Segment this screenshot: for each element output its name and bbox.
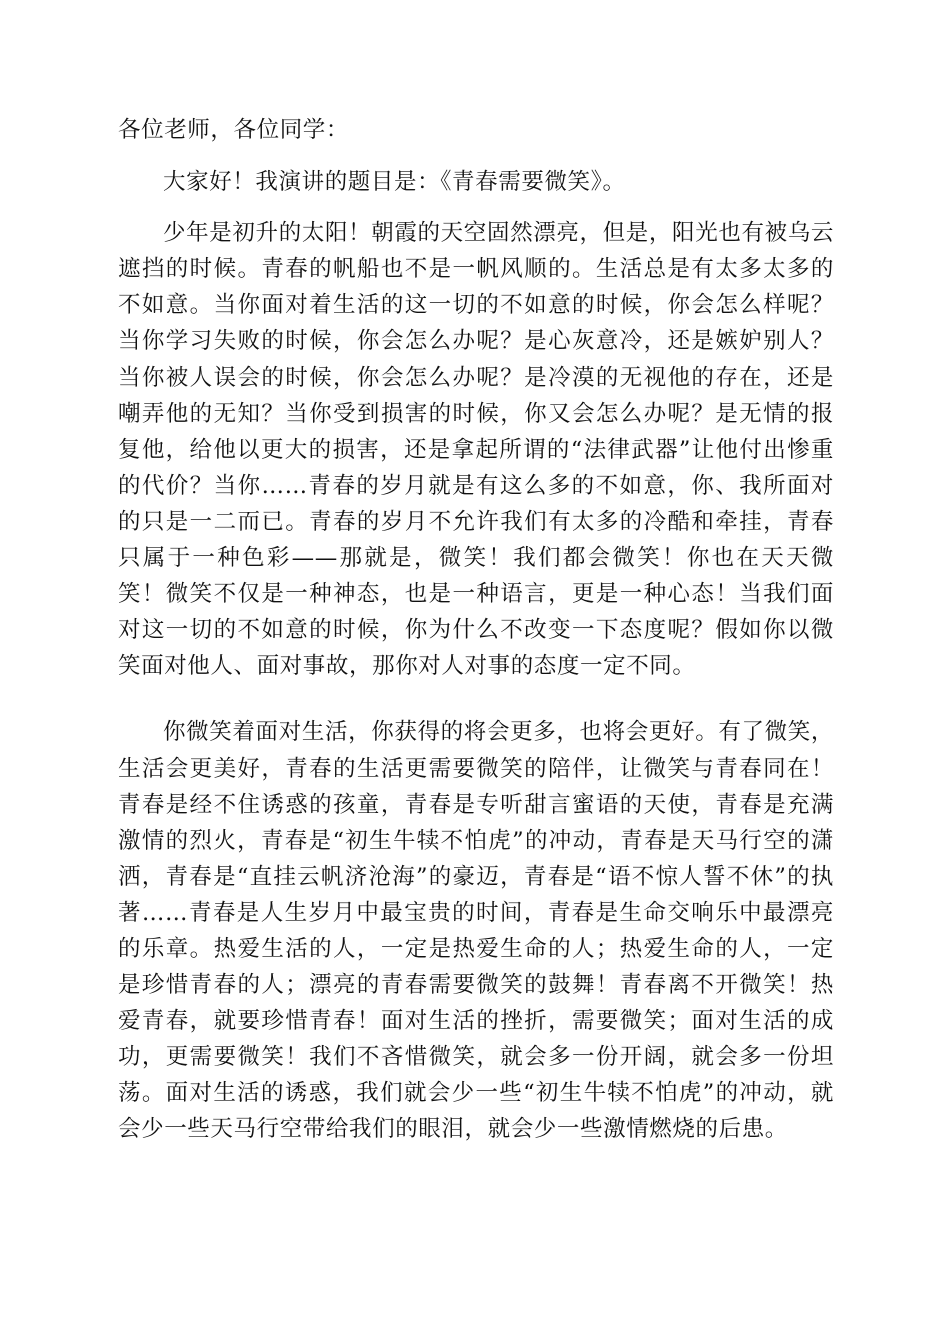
paragraph-intro: 大家好！我演讲的题目是：《青春需要微笑》。 bbox=[163, 169, 626, 196]
greeting-line: 各位老师，各位同学： bbox=[118, 117, 350, 143]
speech-text bbox=[118, 112, 834, 1174]
paragraph-body-1: 少年是初升的太阳！朝霞的天空固然漂亮，但是，阳光也有被乌云遮挡的时候。青春的帆船也不是一帆风顺的。生活总是有太多太多的不如意。当你面对着生活的这一切的不如意的时候，你会怎么样呢？当你学习失败的时候，你会怎么办呢？是心灰意冷，还是嫉妒别人？当你被人误会的时候，你会怎么办呢？是冷漠的无视他的存在，还是嘲弄他的无知？当你受到损害的时候，你又会怎么办呢？是无情的报复他，给他以更大的损害，还是拿起所谓的“法律武器”让他付出惨重的代价？当你……青春的岁月就是有这么多的不如意，你、我所面对的只是一二而已。青春的岁月不允许我们有太多的冷酷和牵挂，青春只属于一种色彩——那就是，微笑！我们都会微笑！你也在天天微笑！微笑不仅是一种神态，也是一种语言，更是一种心态！当我们面对这一切的不如意的时候，你为什么不改变一下态度呢？假如你以微笑面对他人、面对事故，那你对人对事的态度一定不同。 bbox=[118, 220, 834, 680]
paragraph-body-2: 你微笑着面对生活，你获得的将会更多，也将会更好。有了微笑，生活会更美好，青春的生活更需要微笑的陪伴，让微笑与青春同在！青春是经不住诱惑的孩童，青春是专听甜言蜜语的天使，青春是充满激情的烈火，青春是“初生牛犊不怕虎”的冲动，青春是天马行空的潇洒，青春是“直挂云帆济沧海”的豪迈，青春是“语不惊人誓不休”的执著……青春是人生岁月中最宝贵的时间，青春是生命交响乐中最漂亮的乐章。热爱生活的人，一定是热爱生命的人；热爱生命的人，一定是珍惜青春的人；漂亮的青春需要微笑的鼓舞！青春离不开微笑！热爱青春，就要珍惜青春！面对生活的挫折，需要微笑；面对生活的成功，更需要微笑！我们不吝惜微笑，就会多一份开阔，就会多一份坦荡。面对生活的诱惑，我们就会少一些“初生牛犊不怕虎”的冲动，就会少一些天马行空带给我们的眼泪，就会少一些激情燃烧的后患。 bbox=[118, 719, 834, 1143]
